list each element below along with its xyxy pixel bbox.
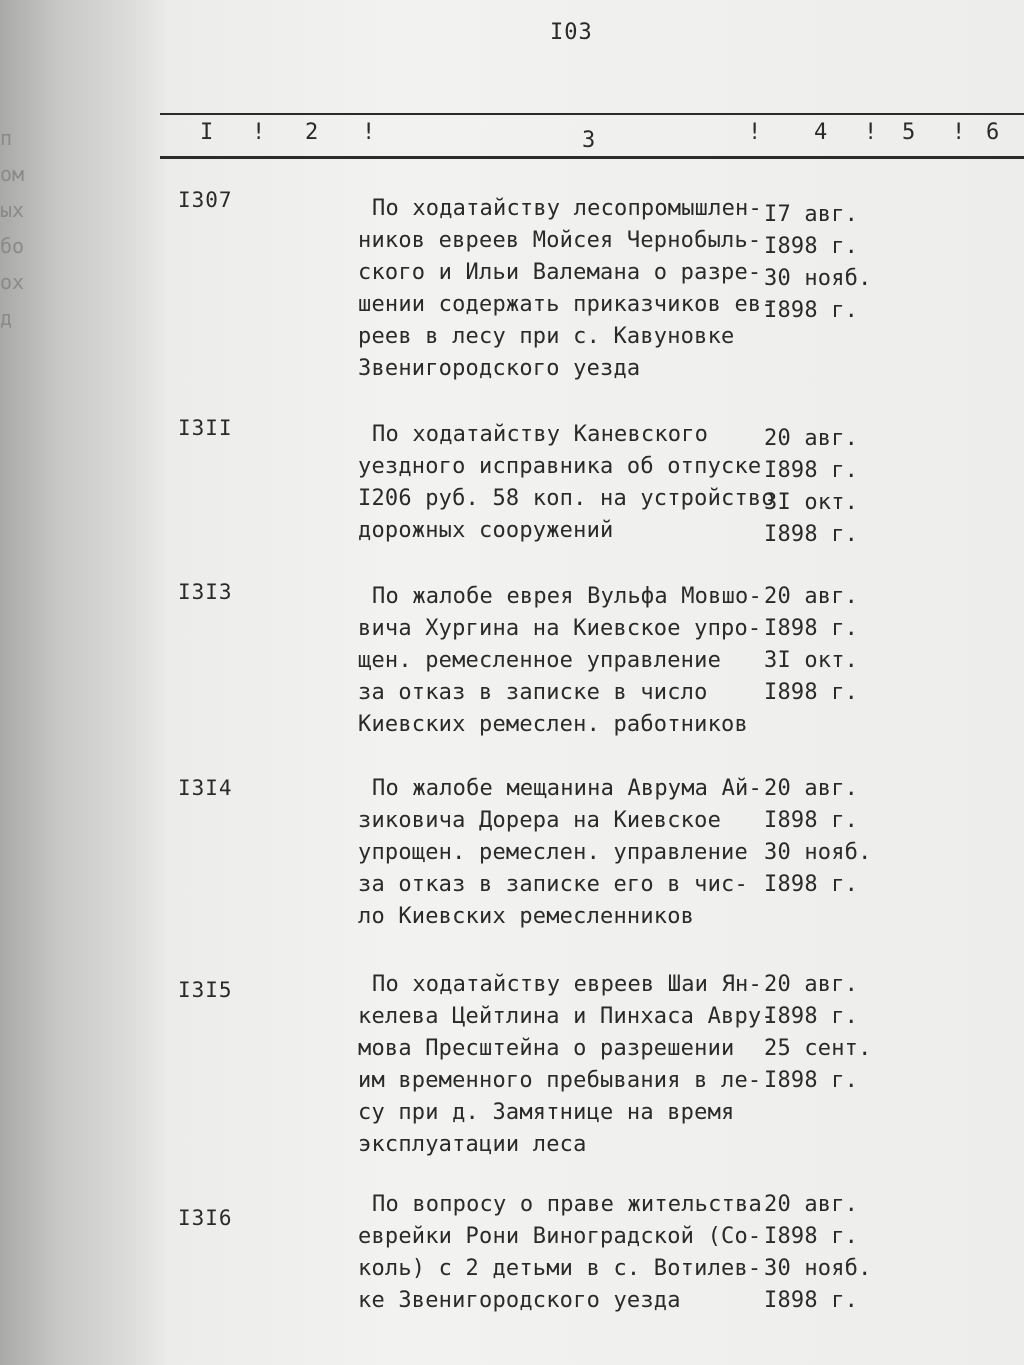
entry-number: I3II	[178, 416, 233, 440]
entry-number: I3I5	[178, 978, 233, 1002]
entry-text-line: По жалобе еврея Вульфа Мовшо-	[372, 584, 762, 609]
page-number: I03	[550, 20, 593, 45]
column-header-4: 4	[814, 120, 828, 145]
column-header-3: 3	[582, 128, 596, 153]
entry-text-line: ского и Ильи Валемана о разре-	[358, 260, 762, 285]
entry-text-line: за отказ в записке в число	[358, 680, 708, 705]
entry-number: I307	[178, 188, 233, 212]
header-bottom-rule	[160, 156, 1024, 159]
entry-date-line: I898 г.	[764, 1004, 859, 1029]
entry-date-line: I898 г.	[764, 872, 859, 897]
entry-text-line: щен. ремесленное управление	[358, 648, 722, 673]
entry-date-line: I898 г.	[764, 1224, 859, 1249]
entry-date-line: 30 нояб.	[764, 840, 872, 865]
entry-date-line: 20 авг.	[764, 426, 859, 451]
entry-text-line: за отказ в записке его в чис-	[358, 872, 748, 897]
entry-text-line: эксплуатации леса	[358, 1132, 587, 1157]
entry-text-line: I206 руб. 58 коп. на устройство	[358, 486, 775, 511]
column-separator: !	[748, 120, 762, 145]
edge-mark: бо	[0, 234, 25, 258]
entry-date-line: I898 г.	[764, 1068, 859, 1093]
entry-date-line: 20 авг.	[764, 1192, 859, 1217]
column-separator: !	[864, 120, 878, 145]
entry-date-line: 30 нояб.	[764, 266, 872, 291]
entry-date-line: 20 авг.	[764, 776, 859, 801]
edge-mark: д	[0, 306, 13, 330]
entry-text-line: шении содержать приказчиков ев-	[358, 292, 775, 317]
entry-text-line: По вопросу о праве жительства	[372, 1192, 762, 1217]
entry-text-line: Киевских ремеслен. работников	[358, 712, 748, 737]
entry-date-line: I898 г.	[764, 808, 859, 833]
entry-date-line: 30 нояб.	[764, 1256, 872, 1281]
entry-date-line: I898 г.	[764, 234, 859, 259]
entry-text-line: им временного пребывания в ле-	[358, 1068, 762, 1093]
entry-date-line: 20 авг.	[764, 584, 859, 609]
entry-date-line: I898 г.	[764, 616, 859, 641]
edge-mark: ых	[0, 198, 25, 222]
header-top-rule	[160, 113, 1024, 115]
entry-number: I3I4	[178, 776, 233, 800]
column-separator: !	[362, 120, 376, 145]
entry-text-line: зиковича Дорера на Киевское	[358, 808, 722, 833]
edge-mark: ох	[0, 270, 25, 294]
entry-date-line: 3I окт.	[764, 490, 859, 515]
entry-text-line: дорожных сооружений	[358, 518, 614, 543]
column-separator: !	[952, 120, 966, 145]
entry-text-line: По ходатайству евреев Шаи Ян-	[372, 972, 762, 997]
adjacent-page-edge-text	[0, 120, 30, 336]
entry-date-line: 25 сент.	[764, 1036, 872, 1061]
column-header-6: 6	[986, 120, 1000, 145]
column-header-5: 5	[902, 120, 916, 145]
entry-text-line: ло Киевских ремесленников	[358, 904, 695, 929]
entry-date-line: I898 г.	[764, 522, 859, 547]
edge-mark: п	[0, 126, 13, 150]
entry-date-line: I898 г.	[764, 298, 859, 323]
entry-number: I3I6	[178, 1206, 233, 1230]
column-header-2: 2	[305, 120, 319, 145]
entry-text-line: уездного исправника об отпуске	[358, 454, 762, 479]
entry-text-line: По ходатайству лесопромышлен-	[372, 196, 762, 221]
column-separator: !	[252, 120, 266, 145]
entry-date-line: I7 авг.	[764, 202, 859, 227]
entry-text-line: Звенигородского уезда	[358, 356, 641, 381]
entry-text-line: По ходатайству Каневского	[372, 422, 709, 447]
entry-text-line: вича Хургина на Киевское упро-	[358, 616, 762, 641]
entry-text-line: келева Цейтлина и Пинхаса Авру-	[358, 1004, 775, 1029]
entry-text-line: мова Пресштейна о разрешении	[358, 1036, 735, 1061]
entry-text-line: ке Звенигородского уезда	[358, 1288, 681, 1313]
column-header-1: I	[200, 120, 214, 145]
edge-mark: ом	[0, 162, 25, 186]
entry-date-line: 3I окт.	[764, 648, 859, 673]
entry-date-line: 20 авг.	[764, 972, 859, 997]
entry-date-line: I898 г.	[764, 1288, 859, 1313]
entry-text-line: реев в лесу при с. Кавуновке	[358, 324, 735, 349]
entry-date-line: I898 г.	[764, 458, 859, 483]
entry-text-line: су при д. Замятнице на время	[358, 1100, 735, 1125]
entry-number: I3I3	[178, 580, 233, 604]
entry-date-line: I898 г.	[764, 680, 859, 705]
entry-text-line: ников евреев Мойсея Чернобыль-	[358, 228, 762, 253]
entry-text-line: упрощен. ремеслен. управление	[358, 840, 748, 865]
entry-text-line: еврейки Рони Виноградской (Со-	[358, 1224, 762, 1249]
entry-text-line: коль) с 2 детьми в с. Вотилев-	[358, 1256, 762, 1281]
entry-text-line: По жалобе мещанина Аврума Ай-	[372, 776, 762, 801]
